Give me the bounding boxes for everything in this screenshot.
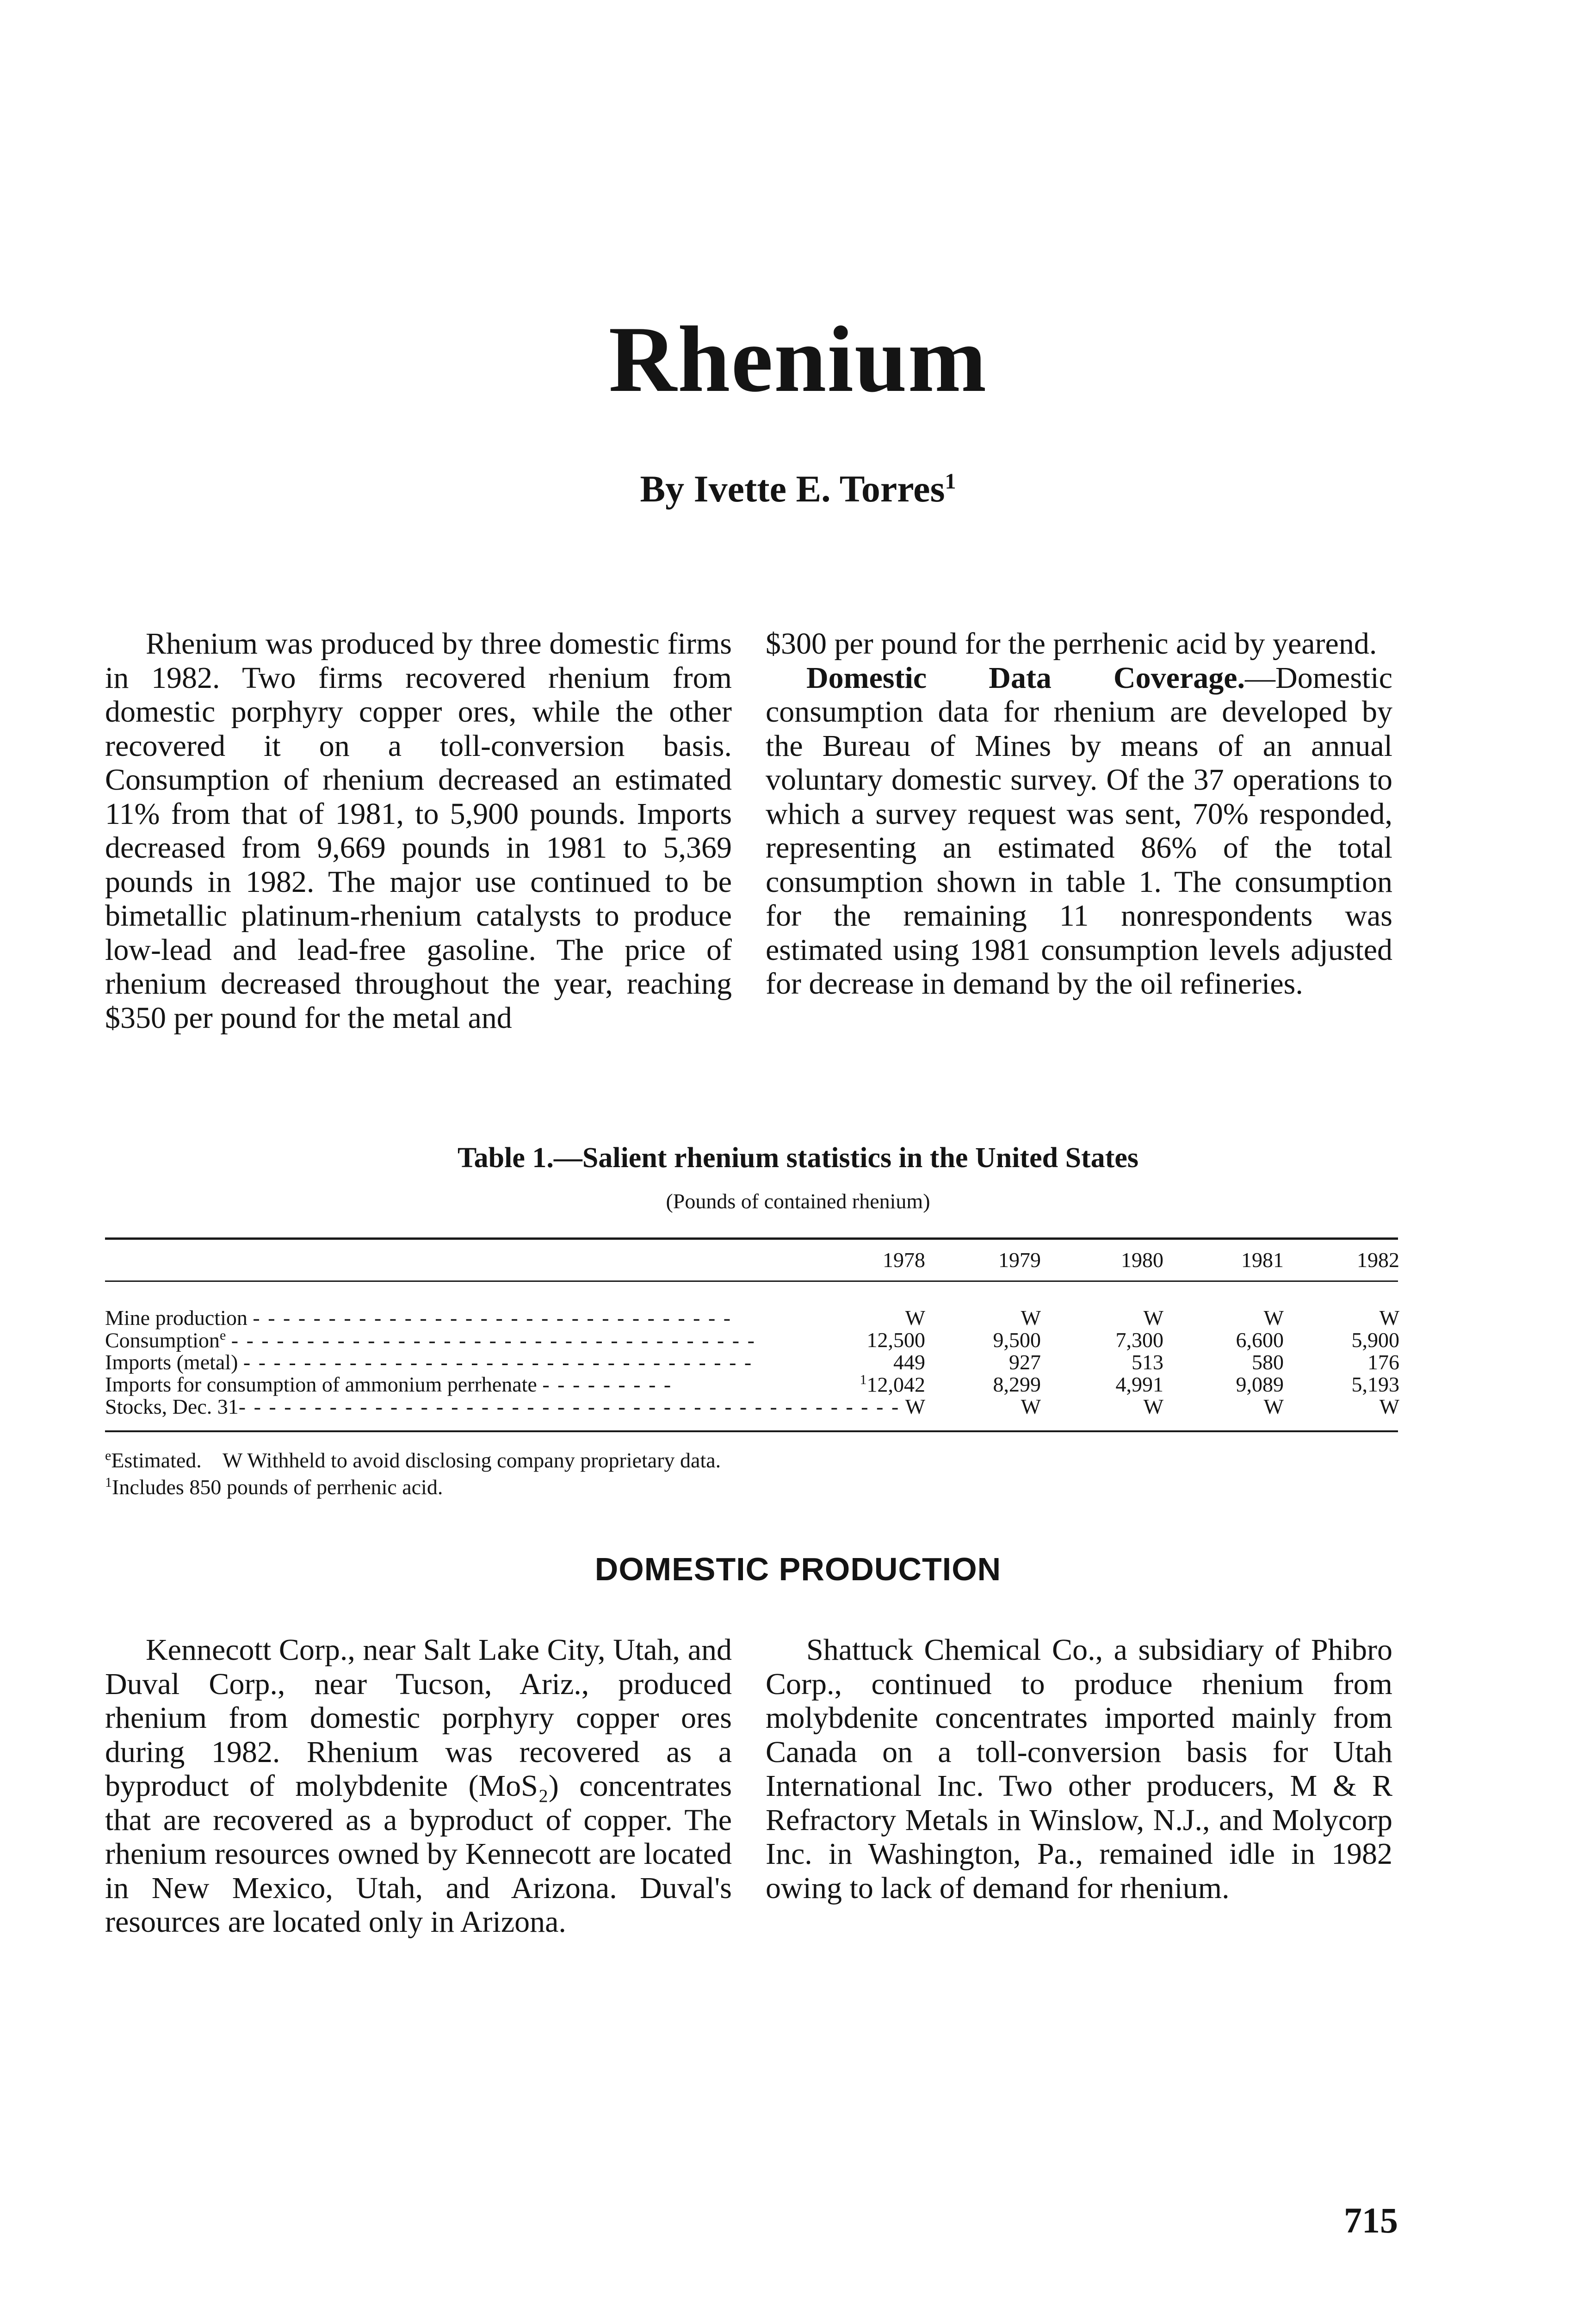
table-row-label: Imports (metal) - - - - - - - - - - - - - - - - - - - - - - - - - - - - - - - - - - bbox=[105, 1350, 753, 1374]
table-footnote: $^e$Estimated. W Withheld to avoid disclosing company proprietary data. bbox=[105, 1448, 721, 1472]
page-number: 715 bbox=[1344, 2200, 1398, 2240]
page-title: Rhenium bbox=[608, 307, 988, 412]
table-cell: W bbox=[905, 1306, 925, 1330]
table-cell: 5,900 bbox=[1351, 1328, 1399, 1352]
year-header-1982: 1982 bbox=[1357, 1248, 1399, 1272]
production-left-column bbox=[105, 1633, 732, 1939]
table-cell: 927 bbox=[1009, 1350, 1041, 1374]
intro-left-column bbox=[105, 627, 732, 1035]
data-coverage-text: —Domestic consumption data for rhenium are developed by the Bureau of Mines by means of an annual voluntary domestic survey. Of the 37 operations to which a survey request was sent, 70% responded, representing an estimated 86% of the total consumption shown in table 1. The consumption for the remaining 11 nonrespondents was estimated using 1981 consumption levels adjusted for decrease in demand by the oil refineries. bbox=[766, 661, 1392, 1001]
intro-paragraph: Rhenium was produced by three domestic firms in 1982. Two firms recovered rhenium from domestic porphyry copper ores, while the other recovered it on a toll-conversion basis. Consumption of rhenium decreased an estimated 11% from that of 1981, to 5,900 pounds. Imports decreased from 9,669 pounds in 1981 to 5,369 pounds in 1982. The major use continued to be bimetallic platinum-rhenium catalysts to produce low-lead and lead-free gasoline. The price of rhenium decreased throughout the year, reaching $350 per pound for the metal and bbox=[105, 627, 732, 1035]
year-header-1978: 1978 bbox=[883, 1248, 925, 1272]
table-cell: 176 bbox=[1367, 1350, 1399, 1374]
table-cell: 5,193 bbox=[1351, 1373, 1399, 1396]
table-cell: W bbox=[905, 1395, 925, 1418]
table-cell: W bbox=[1379, 1306, 1399, 1330]
table-subtitle: (Pounds of contained rhenium) bbox=[666, 1189, 930, 1213]
table-cell: W bbox=[1021, 1395, 1041, 1418]
table-cell: 6,600 bbox=[1236, 1328, 1284, 1352]
byline-text: By Ivette E. Torres bbox=[640, 468, 945, 510]
table-cell: W bbox=[1021, 1306, 1041, 1330]
table-cell: 9,500 bbox=[993, 1328, 1041, 1352]
year-header-1979: 1979 bbox=[998, 1248, 1041, 1272]
table-row-label: Imports for consumption of ammonium perrhenate - - - - - - - - - bbox=[105, 1373, 673, 1396]
table-cell: 7,300 bbox=[1115, 1328, 1163, 1352]
production-paragraph: Shattuck Chemical Co., a subsidiary of Phibro Corp., continued to produce rhenium from molybdenite concentrates imported mainly from Canada on a toll-conversion basis for Utah International Inc. Two other producers, M & R Refractory Metals in Winslow, N.J., and Molycorp Inc. in Washington, Pa., remained idle in 1982 owing to lack of demand for rhenium. bbox=[766, 1633, 1392, 1905]
table-cell: W bbox=[1143, 1306, 1163, 1330]
intro-continuation: $300 per pound for the perrhenic acid by yearend. bbox=[766, 627, 1377, 661]
table-top-rule bbox=[105, 1237, 1398, 1240]
byline-footnote-mark: 1 bbox=[945, 469, 956, 494]
production-paragraph: Kennecott Corp., near Salt Lake City, Utah, and Duval Corp., near Tucson, Ariz., produced rhenium from domestic porphyry copper ores during 1982. Rhenium was recovered as a byproduct of molybdenite (MoS₂) concentrates that are recovered as a byproduct of copper. The rhenium resources owned by Kennecott are located in New Mexico, Utah, and Arizona. Duval's resources are located only in Arizona. bbox=[105, 1633, 732, 1939]
byline bbox=[0, 467, 1596, 511]
table-cell: 513 bbox=[1132, 1350, 1163, 1374]
table-row-label: Consumption$^e$ - - - - - - - - - - - - - - - - - - - - - - - - - - - - - - - - - - - bbox=[105, 1328, 756, 1352]
table-bottom-rule bbox=[105, 1430, 1398, 1432]
table-cell: W bbox=[1379, 1395, 1399, 1418]
table-cell: 449 bbox=[893, 1350, 925, 1374]
table-header-rule bbox=[105, 1280, 1398, 1282]
intro-right-column bbox=[766, 627, 1392, 1001]
table-row-label: Mine production - - - - - - - - - - - - - - - - - - - - - - - - - - - - - - - - bbox=[105, 1306, 732, 1330]
table-cell: 12,500 bbox=[866, 1328, 925, 1352]
table-cell: $^1$12,042 bbox=[860, 1372, 925, 1397]
table-cell: 8,299 bbox=[993, 1373, 1041, 1396]
section-heading: DOMESTIC PRODUCTION bbox=[594, 1551, 1002, 1587]
table-row-label: Stocks, Dec. 31- - - - - - - - - - - - - - - - - - - - - - - - - - - - - - - - - - - - - - - - - - - - bbox=[105, 1395, 900, 1418]
year-header-1981: 1981 bbox=[1241, 1248, 1284, 1272]
table-cell: W bbox=[1263, 1306, 1284, 1330]
table-cell: 580 bbox=[1252, 1350, 1284, 1374]
production-right-column bbox=[766, 1633, 1392, 1905]
data-coverage-heading: Domestic Data Coverage. bbox=[806, 661, 1245, 695]
data-coverage-paragraph bbox=[766, 661, 1392, 1001]
table-cell: W bbox=[1263, 1395, 1284, 1418]
table-cell: W bbox=[1143, 1395, 1163, 1418]
table-cell: 9,089 bbox=[1236, 1373, 1284, 1396]
table-title: Table 1.—Salient rhenium statistics in the United States bbox=[457, 1142, 1138, 1174]
year-header-1980: 1980 bbox=[1121, 1248, 1163, 1272]
table-cell: 4,991 bbox=[1115, 1373, 1163, 1396]
table-footnote: $^1$Includes 850 pounds of perrhenic acid. bbox=[105, 1475, 443, 1499]
